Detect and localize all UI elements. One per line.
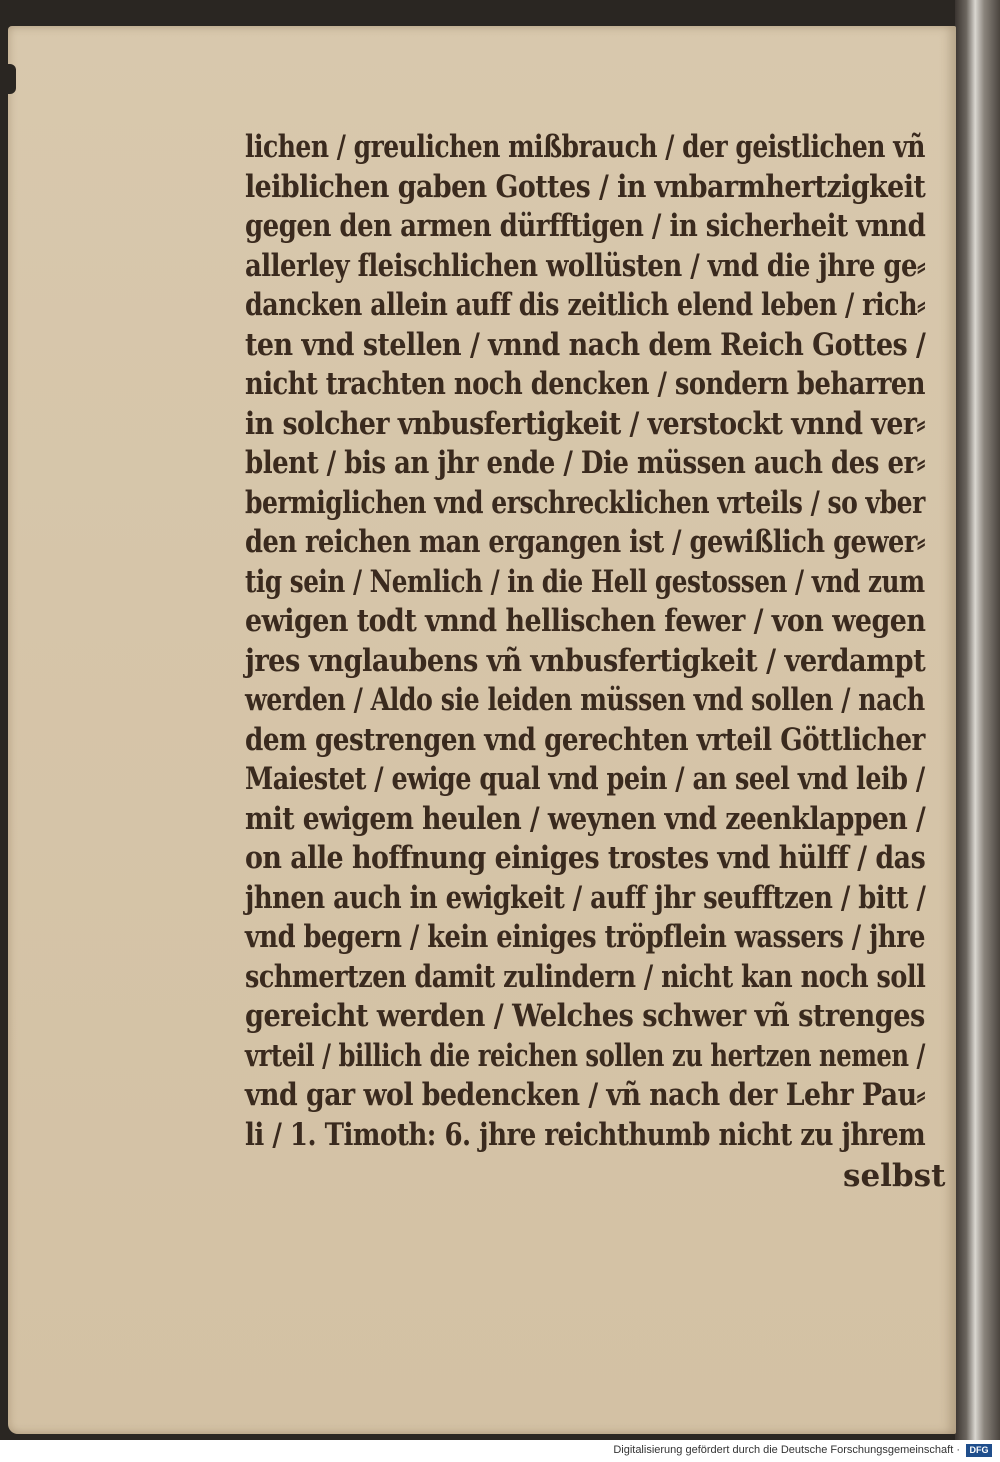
text-line: dancken allein auff dis zeitlich elend leben / rich⸗: [245, 287, 926, 323]
text-line: bermiglichen vnd erschrecklichen vrteils / so vber: [245, 484, 925, 521]
text-line: tig sein / Nemlich / in die Hell gestossen / vnd zum: [245, 563, 925, 600]
page-text-block: [245, 128, 925, 1155]
text-line: gereicht werden / Welches schwer vñ strenges: [245, 998, 925, 1034]
text-line: vnd gar wol bedencken / vñ nach der Lehr Pau⸗: [245, 1077, 925, 1113]
text-line: on alle hoffnung einiges trostes vnd hülff / das: [245, 840, 926, 876]
text-line: Maiestet / ewige qual vnd pein / an seel vnd leib /: [245, 761, 925, 797]
text-line: den reichen man ergangen ist / gewißlich gewer⸗: [245, 524, 925, 560]
text-line: dem gestrengen vnd gerechten vrteil Göttlicher: [245, 721, 925, 758]
catchword: selbst: [843, 1158, 946, 1194]
text-line: leiblichen gaben Gottes / in vnbarmhertzigkeit: [245, 168, 926, 205]
text-line: schmertzen damit zulindern / nicht kan noch soll: [245, 958, 926, 995]
text-line: mit ewigem heulen / weynen vnd zeenklappen /: [245, 800, 926, 837]
text-line: jhnen auch in ewigkeit / auff jhr seufftzen / bitt /: [245, 879, 926, 916]
book-edge: [955, 0, 1000, 1440]
text-line: ewigen todt vnnd hellischen fewer / von wegen: [245, 603, 926, 639]
text-line: blent / bis an jhr ende / Die müssen auch des er⸗: [245, 445, 925, 481]
dfg-logo: DFG: [966, 1444, 992, 1457]
text-line: li / 1. Timoth: 6. jhre reichthumb nicht zu jhrem: [245, 1116, 926, 1153]
text-line: nicht trachten noch dencken / sondern beharren: [245, 366, 926, 402]
text-line: gegen den armen dürfftigen / in sicherheit vnnd: [245, 208, 926, 244]
footer-bar: [0, 1440, 1000, 1462]
funding-credit: Digitalisierung gefördert durch die Deutsche Forschungsgemeinschaft ·: [613, 1444, 960, 1456]
text-line: allerley fleischlichen wollüsten / vnd die jhre ge⸗: [245, 247, 926, 284]
text-line: vnd begern / kein einiges tröpflein wassers / jhre: [245, 919, 925, 955]
text-line: jres vnglaubens vñ vnbusfertigkeit / verdampt: [245, 642, 926, 679]
text-line: lichen / greulichen mißbrauch / der geistlichen vñ: [245, 129, 925, 165]
page-notch: [8, 64, 16, 94]
text-line: in solcher vnbusfertigkeit / verstockt vnnd ver⸗: [245, 405, 925, 442]
text-line: vrteil / billich die reichen sollen zu hertzen nemen /: [245, 1037, 925, 1074]
text-line: ten vnd stellen / vnnd nach dem Reich Gottes /: [245, 326, 926, 363]
text-line: werden / Aldo sie leiden müssen vnd sollen / nach: [245, 682, 925, 718]
